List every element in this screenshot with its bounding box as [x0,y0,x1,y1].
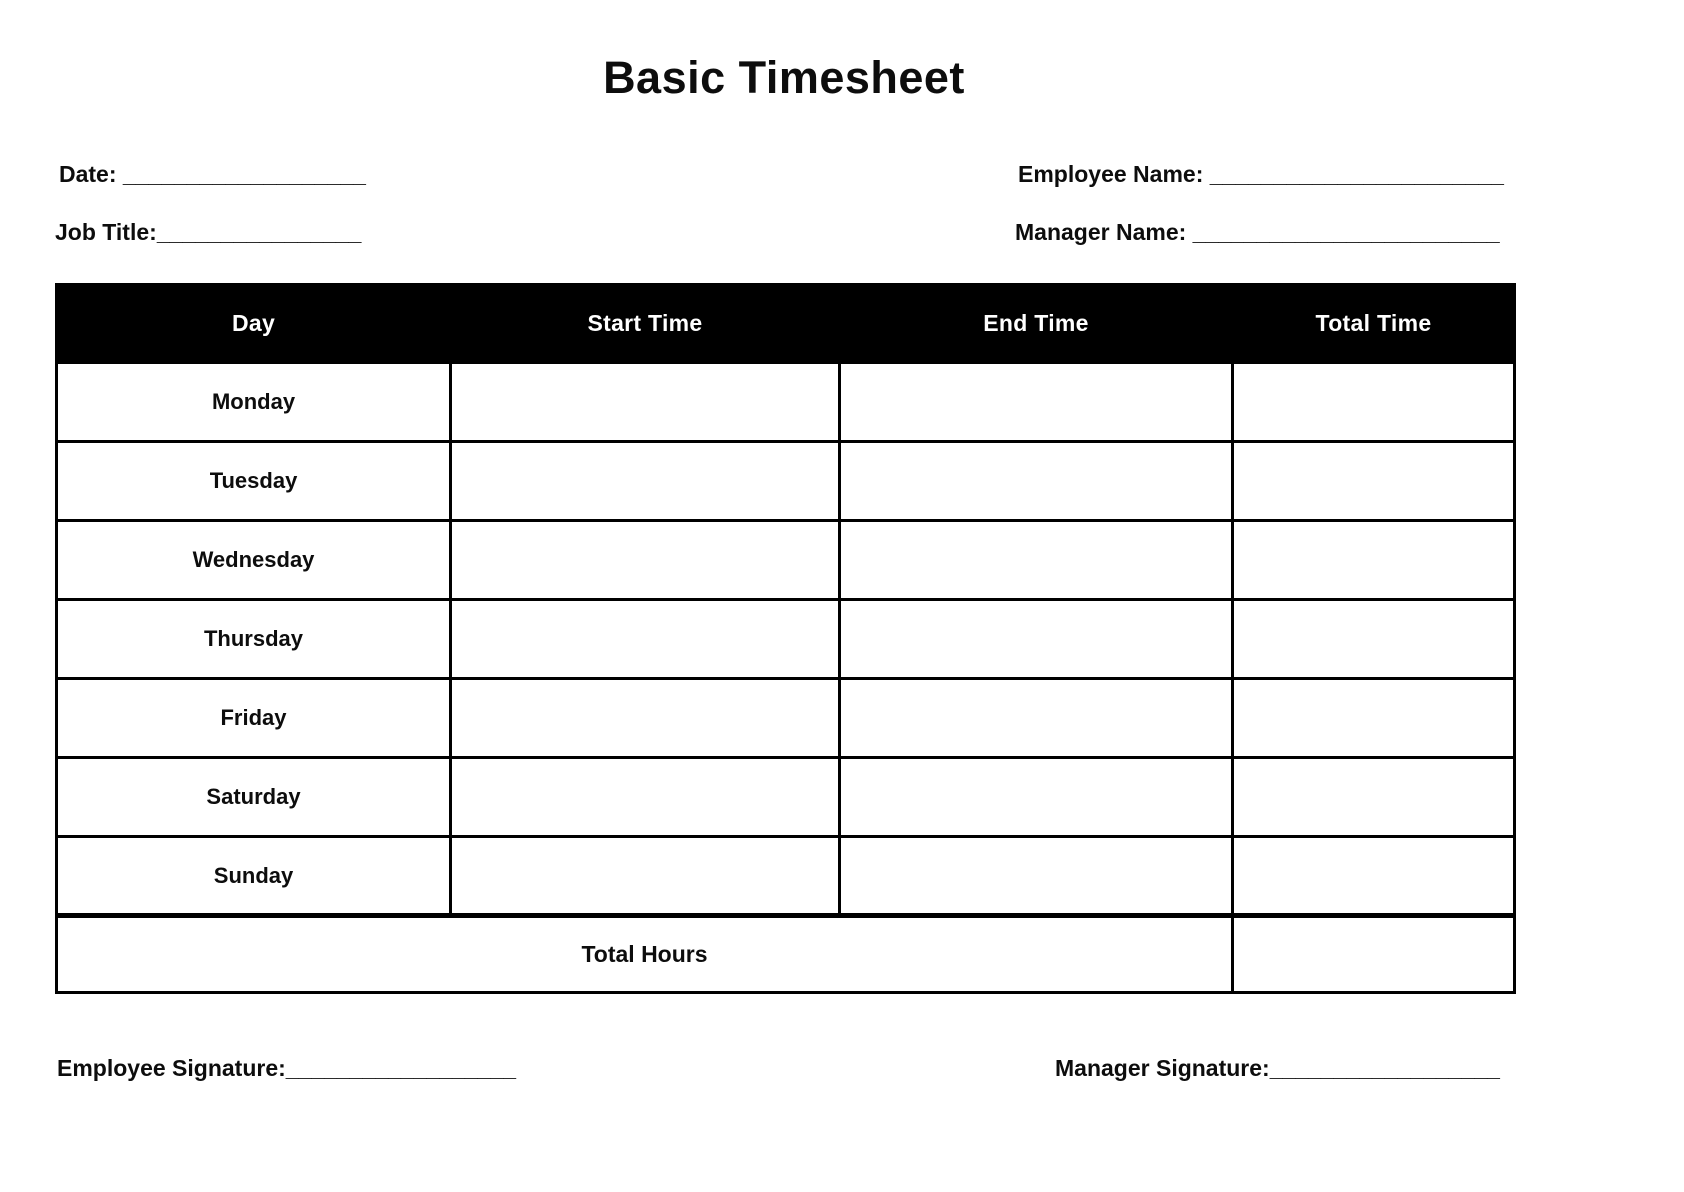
total-time-cell[interactable] [1233,521,1515,600]
job-title-field [55,218,361,246]
day-cell: Wednesday [57,521,451,600]
manager-signature-line: __________________ [1269,1055,1500,1081]
day-cell: Thursday [57,600,451,679]
employee-name-label: Employee Name: [1018,161,1204,187]
table-row-friday [57,679,1515,758]
end-time-cell[interactable] [840,442,1233,521]
date-label: Date: [59,161,117,187]
job-title-label: Job Title: [55,219,157,245]
manager-name-field [1015,218,1500,246]
employee-name-line: _______________________ [1203,161,1504,187]
start-time-cell[interactable] [451,600,840,679]
table-row-monday [57,363,1515,442]
end-time-cell[interactable] [840,758,1233,837]
day-cell: Monday [57,363,451,442]
manager-name-line: ________________________ [1186,219,1500,245]
column-header-start-time: Start Time [451,285,840,363]
table-row-sunday [57,837,1515,916]
day-cell: Sunday [57,837,451,916]
date-field [59,160,366,188]
table-row-tuesday [57,442,1515,521]
start-time-cell[interactable] [451,837,840,916]
total-time-cell[interactable] [1233,837,1515,916]
table-header-row [57,285,1515,363]
job-title-line: ________________ [156,219,362,245]
employee-name-field [1018,160,1504,188]
day-cell: Friday [57,679,451,758]
start-time-cell[interactable] [451,442,840,521]
total-time-cell[interactable] [1233,600,1515,679]
manager-signature-field [1055,1054,1500,1082]
start-time-cell[interactable] [451,521,840,600]
total-time-cell[interactable] [1233,363,1515,442]
total-hours-label-cell: Total Hours [57,916,1233,993]
date-line: ___________________ [116,161,366,187]
total-time-cell[interactable] [1233,758,1515,837]
page-title: Basic Timesheet [603,52,965,103]
total-time-cell[interactable] [1233,679,1515,758]
start-time-cell[interactable] [451,679,840,758]
column-header-total-time: Total Time [1233,285,1515,363]
end-time-cell[interactable] [840,521,1233,600]
table-row-thursday [57,600,1515,679]
start-time-cell[interactable] [451,363,840,442]
column-header-end-time: End Time [840,285,1233,363]
end-time-cell[interactable] [840,363,1233,442]
total-hours-value-cell[interactable] [1233,916,1515,993]
total-hours-row [57,916,1515,993]
employee-signature-label: Employee Signature: [57,1055,286,1081]
total-time-cell[interactable] [1233,442,1515,521]
table-row-wednesday [57,521,1515,600]
manager-name-label: Manager Name: [1015,219,1187,245]
manager-signature-label: Manager Signature: [1055,1055,1270,1081]
end-time-cell[interactable] [840,679,1233,758]
end-time-cell[interactable] [840,600,1233,679]
column-header-day: Day [57,285,451,363]
start-time-cell[interactable] [451,758,840,837]
day-cell: Saturday [57,758,451,837]
timesheet-table [55,283,1516,994]
end-time-cell[interactable] [840,837,1233,916]
employee-signature-line: __________________ [285,1055,517,1081]
employee-signature-field [57,1054,516,1082]
day-cell: Tuesday [57,442,451,521]
table-row-saturday [57,758,1515,837]
